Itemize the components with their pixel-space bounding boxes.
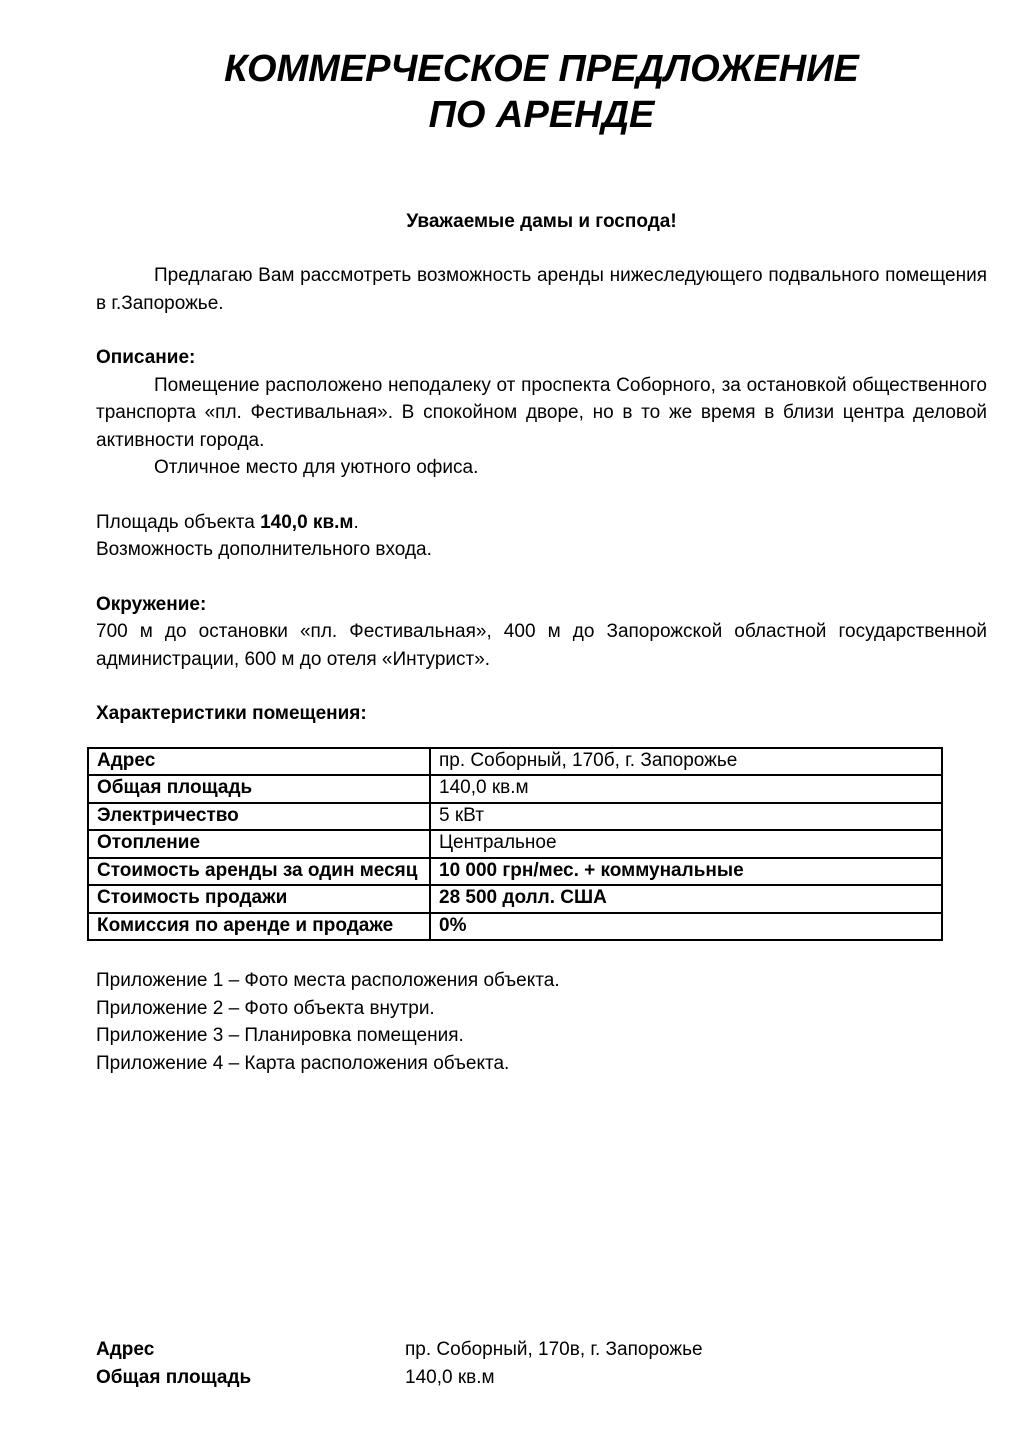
footer-address-row	[96, 1336, 956, 1364]
document-title-line2: ПО АРЕНДЕ	[428, 94, 655, 136]
document-title-line1: КОММЕРЧЕСКОЕ ПРЕДЛОЖЕНИЕ	[224, 48, 859, 90]
appendix-item: Приложение 4 – Карта расположения объекта.	[96, 1052, 510, 1074]
row-label: Стоимость продажи	[88, 885, 430, 913]
row-label: Стоимость аренды за один месяц	[88, 858, 430, 886]
greeting: Уважаемые дамы и господа!	[406, 211, 677, 232]
footer-area-value: 140,0 кв.м	[405, 1366, 495, 1388]
appendix-list	[96, 967, 987, 1077]
appendix-item: Приложение 2 – Фото объекта внутри.	[96, 997, 435, 1019]
appendix-item: Приложение 1 – Фото места расположения объекта.	[96, 970, 560, 991]
footer-summary	[96, 1336, 956, 1391]
row-value: 5 кВт	[430, 803, 942, 831]
row-value: 140,0 кв.м	[430, 775, 942, 803]
table-row	[88, 748, 942, 776]
row-value: 10 000 грн/мес. + коммунальные	[430, 858, 942, 886]
table-row	[88, 803, 942, 831]
footer-address-label: Адрес	[96, 1339, 155, 1360]
footer-area-label: Общая площадь	[96, 1366, 252, 1388]
document-title	[96, 46, 987, 138]
area-period: .	[353, 511, 359, 533]
table-row	[88, 913, 942, 941]
row-label: Общая площадь	[88, 775, 430, 803]
description-note: Отличное место для уютного офиса.	[154, 457, 479, 478]
area-value: 140,0 кв.м	[260, 511, 354, 533]
surroundings-heading: Окружение:	[96, 593, 207, 615]
table-row	[88, 775, 942, 803]
table-row	[88, 830, 942, 858]
extra-entrance-line: Возможность дополнительного входа.	[96, 539, 432, 560]
area-label: Площадь объекта	[96, 511, 261, 533]
appendix-item: Приложение 3 – Планировка помещения.	[96, 1025, 464, 1046]
surroundings-paragraph: 700 м до остановки «пл. Фестивальная», 400 м до Запорожской областной государственной администрации, 600 м до отеля «Интурист».	[96, 621, 987, 670]
table-row	[88, 885, 942, 913]
area-line	[96, 509, 987, 537]
row-value: пр. Соборный, 170б, г. Запорожье	[430, 748, 942, 776]
row-value: 0%	[430, 913, 942, 941]
characteristics-heading: Характеристики помещения:	[96, 703, 367, 724]
characteristics-table	[87, 747, 943, 942]
row-value: 28 500 долл. США	[430, 885, 942, 913]
footer-area-row	[96, 1364, 956, 1392]
row-label: Электричество	[88, 803, 430, 831]
table-row	[88, 858, 942, 886]
row-label: Адрес	[88, 748, 430, 776]
row-label: Комиссия по аренде и продаже	[88, 913, 430, 941]
row-label: Отопление	[88, 830, 430, 858]
intro-paragraph: Предлагаю Вам рассмотреть возможность аренды нижеследующего подвального помещения в г.Запорожье.	[96, 265, 987, 314]
row-value: Центральное	[430, 830, 942, 858]
description-heading: Описание:	[96, 347, 196, 368]
footer-address-value: пр. Соборный, 170в, г. Запорожье	[405, 1339, 703, 1360]
description-paragraph: Помещение расположено неподалеку от проспекта Соборного, за остановкой общественного транспорта «пл. Фестивальная». В спокойном дворе, но в то же время в близи центра деловой активности города.	[96, 374, 987, 451]
